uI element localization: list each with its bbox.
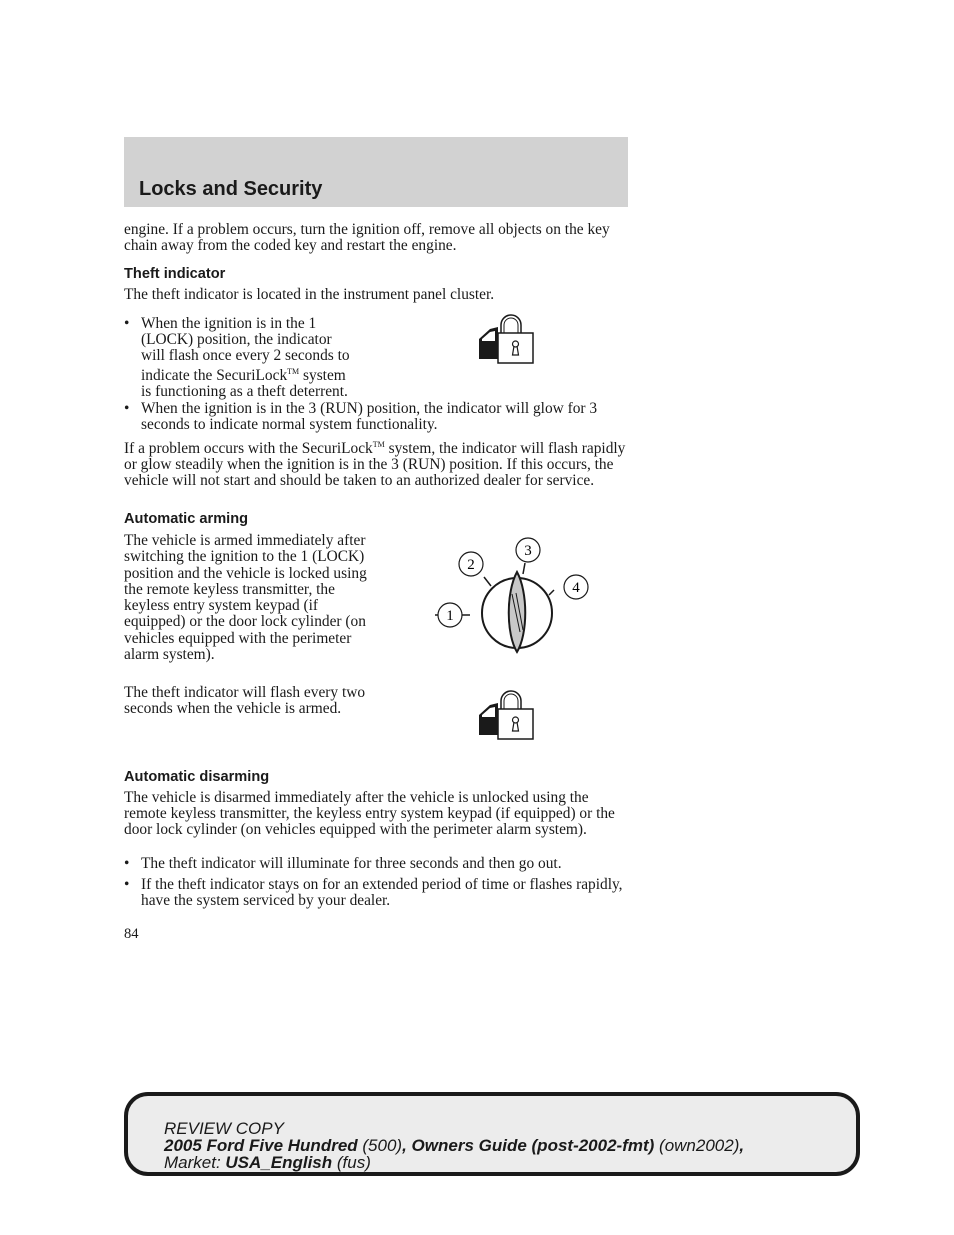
footer-market-code: (fus) xyxy=(332,1153,371,1172)
bullet-line: is functioning as a theft deterrent. xyxy=(141,383,348,401)
bullet-item xyxy=(124,856,628,872)
lock-icon xyxy=(476,689,536,741)
bullet-text: If the theft indicator stays on for an extended period of time or flashes rapidly, have the system serviced by your dealer. xyxy=(141,876,623,909)
position-4-label xyxy=(564,575,588,599)
footer-sep: , xyxy=(402,1136,412,1155)
bullet-glyph: • xyxy=(124,400,130,417)
bullet-line: (LOCK) position, the indicator xyxy=(141,331,332,348)
connector-line-4 xyxy=(549,590,554,595)
problem-text: If a problem occurs with the SecuriLock xyxy=(124,440,373,458)
svg-text:3: 3 xyxy=(524,543,532,559)
connector-line-2 xyxy=(484,577,491,586)
footer-model-code: (500) xyxy=(357,1136,403,1155)
footer-text xyxy=(164,1120,744,1171)
svg-text:4: 4 xyxy=(572,580,580,596)
page-number: 84 xyxy=(124,926,139,942)
bullet-item xyxy=(124,316,424,400)
footer-market-label: Market: xyxy=(164,1153,226,1172)
bullet-glyph: • xyxy=(124,315,130,332)
heading-theft-indicator: Theft indicator xyxy=(124,266,226,282)
connector-line-3 xyxy=(523,563,525,574)
trademark-mark: TM xyxy=(372,440,385,449)
trademark-mark: TM xyxy=(287,367,300,376)
footer-review: REVIEW COPY xyxy=(164,1119,284,1138)
heading-automatic-disarming: Automatic disarming xyxy=(124,769,270,785)
footer-market: USA_English xyxy=(225,1153,333,1172)
bullet-text xyxy=(141,316,424,400)
bullet-item xyxy=(124,877,628,909)
section-title: Locks and Security xyxy=(139,178,323,200)
bullet-glyph: • xyxy=(124,855,130,872)
svg-text:1: 1 xyxy=(446,608,454,624)
bullet-line: When the ignition is in the 1 xyxy=(141,315,317,332)
problem-paragraph xyxy=(124,437,628,489)
disarming-paragraph: The vehicle is disarmed immediately after the vehicle is unlocked using the remote keyless transmitter, the keyless entry system keypad (if equipped) or the door lock cylinder (on vehicles equipped with the perimeter alarm system). xyxy=(124,789,615,838)
footer-guide-code: (own2002) xyxy=(654,1136,740,1155)
bullet-line: will flash once every 2 seconds to xyxy=(141,347,350,364)
section-header xyxy=(124,137,628,207)
problem-text: system, the indicator will flash rapidly or glow steadily when the ignition is in the 3 (RUN) position. If this occurs, the vehicle will not start and should be taken to an authorized dealer for service. xyxy=(124,440,626,490)
svg-text:2: 2 xyxy=(467,557,475,573)
position-2-label xyxy=(459,552,483,576)
position-1-label xyxy=(438,603,462,627)
bullet-line: system xyxy=(299,367,346,385)
theft-indicator-icon xyxy=(476,313,536,365)
footer-model: 2005 Ford Five Hundred xyxy=(164,1136,358,1155)
bullet-text: When the ignition is in the 3 (RUN) position, the indicator will glow for 3 seconds to indicate normal system functionality. xyxy=(141,400,598,433)
theft-indicator-paragraph: The theft indicator is located in the instrument panel cluster. xyxy=(124,286,495,303)
review-footer xyxy=(124,1092,860,1176)
footer-sep: , xyxy=(739,1136,745,1155)
arming-paragraph: The vehicle is armed immediately after switching the ignition to the 1 (LOCK) position and the vehicle is locked using the remote keyless transmitter, the keyless entry system keypad (if equipped) or the door lock cylinder (on vehicles equipped with the perimeter alarm system). xyxy=(124,532,367,664)
bullet-glyph: • xyxy=(124,876,130,893)
footer-guide: Owners Guide (post-2002-fmt) xyxy=(411,1136,655,1155)
heading-automatic-arming: Automatic arming xyxy=(124,511,249,527)
ignition-diagram xyxy=(430,532,600,667)
bullet-text: The theft indicator will illuminate for three seconds and then go out. xyxy=(141,855,562,872)
bullet-line: indicate the SecuriLock xyxy=(141,367,288,385)
bullet-item xyxy=(124,401,628,433)
arming-flash-paragraph: The theft indicator will flash every two seconds when the vehicle is armed. xyxy=(124,684,366,718)
intro-paragraph: engine. If a problem occurs, turn the ignition off, remove all objects on the key chain away from the coded key and restart the engine. xyxy=(124,221,610,254)
position-3-label xyxy=(516,538,540,562)
